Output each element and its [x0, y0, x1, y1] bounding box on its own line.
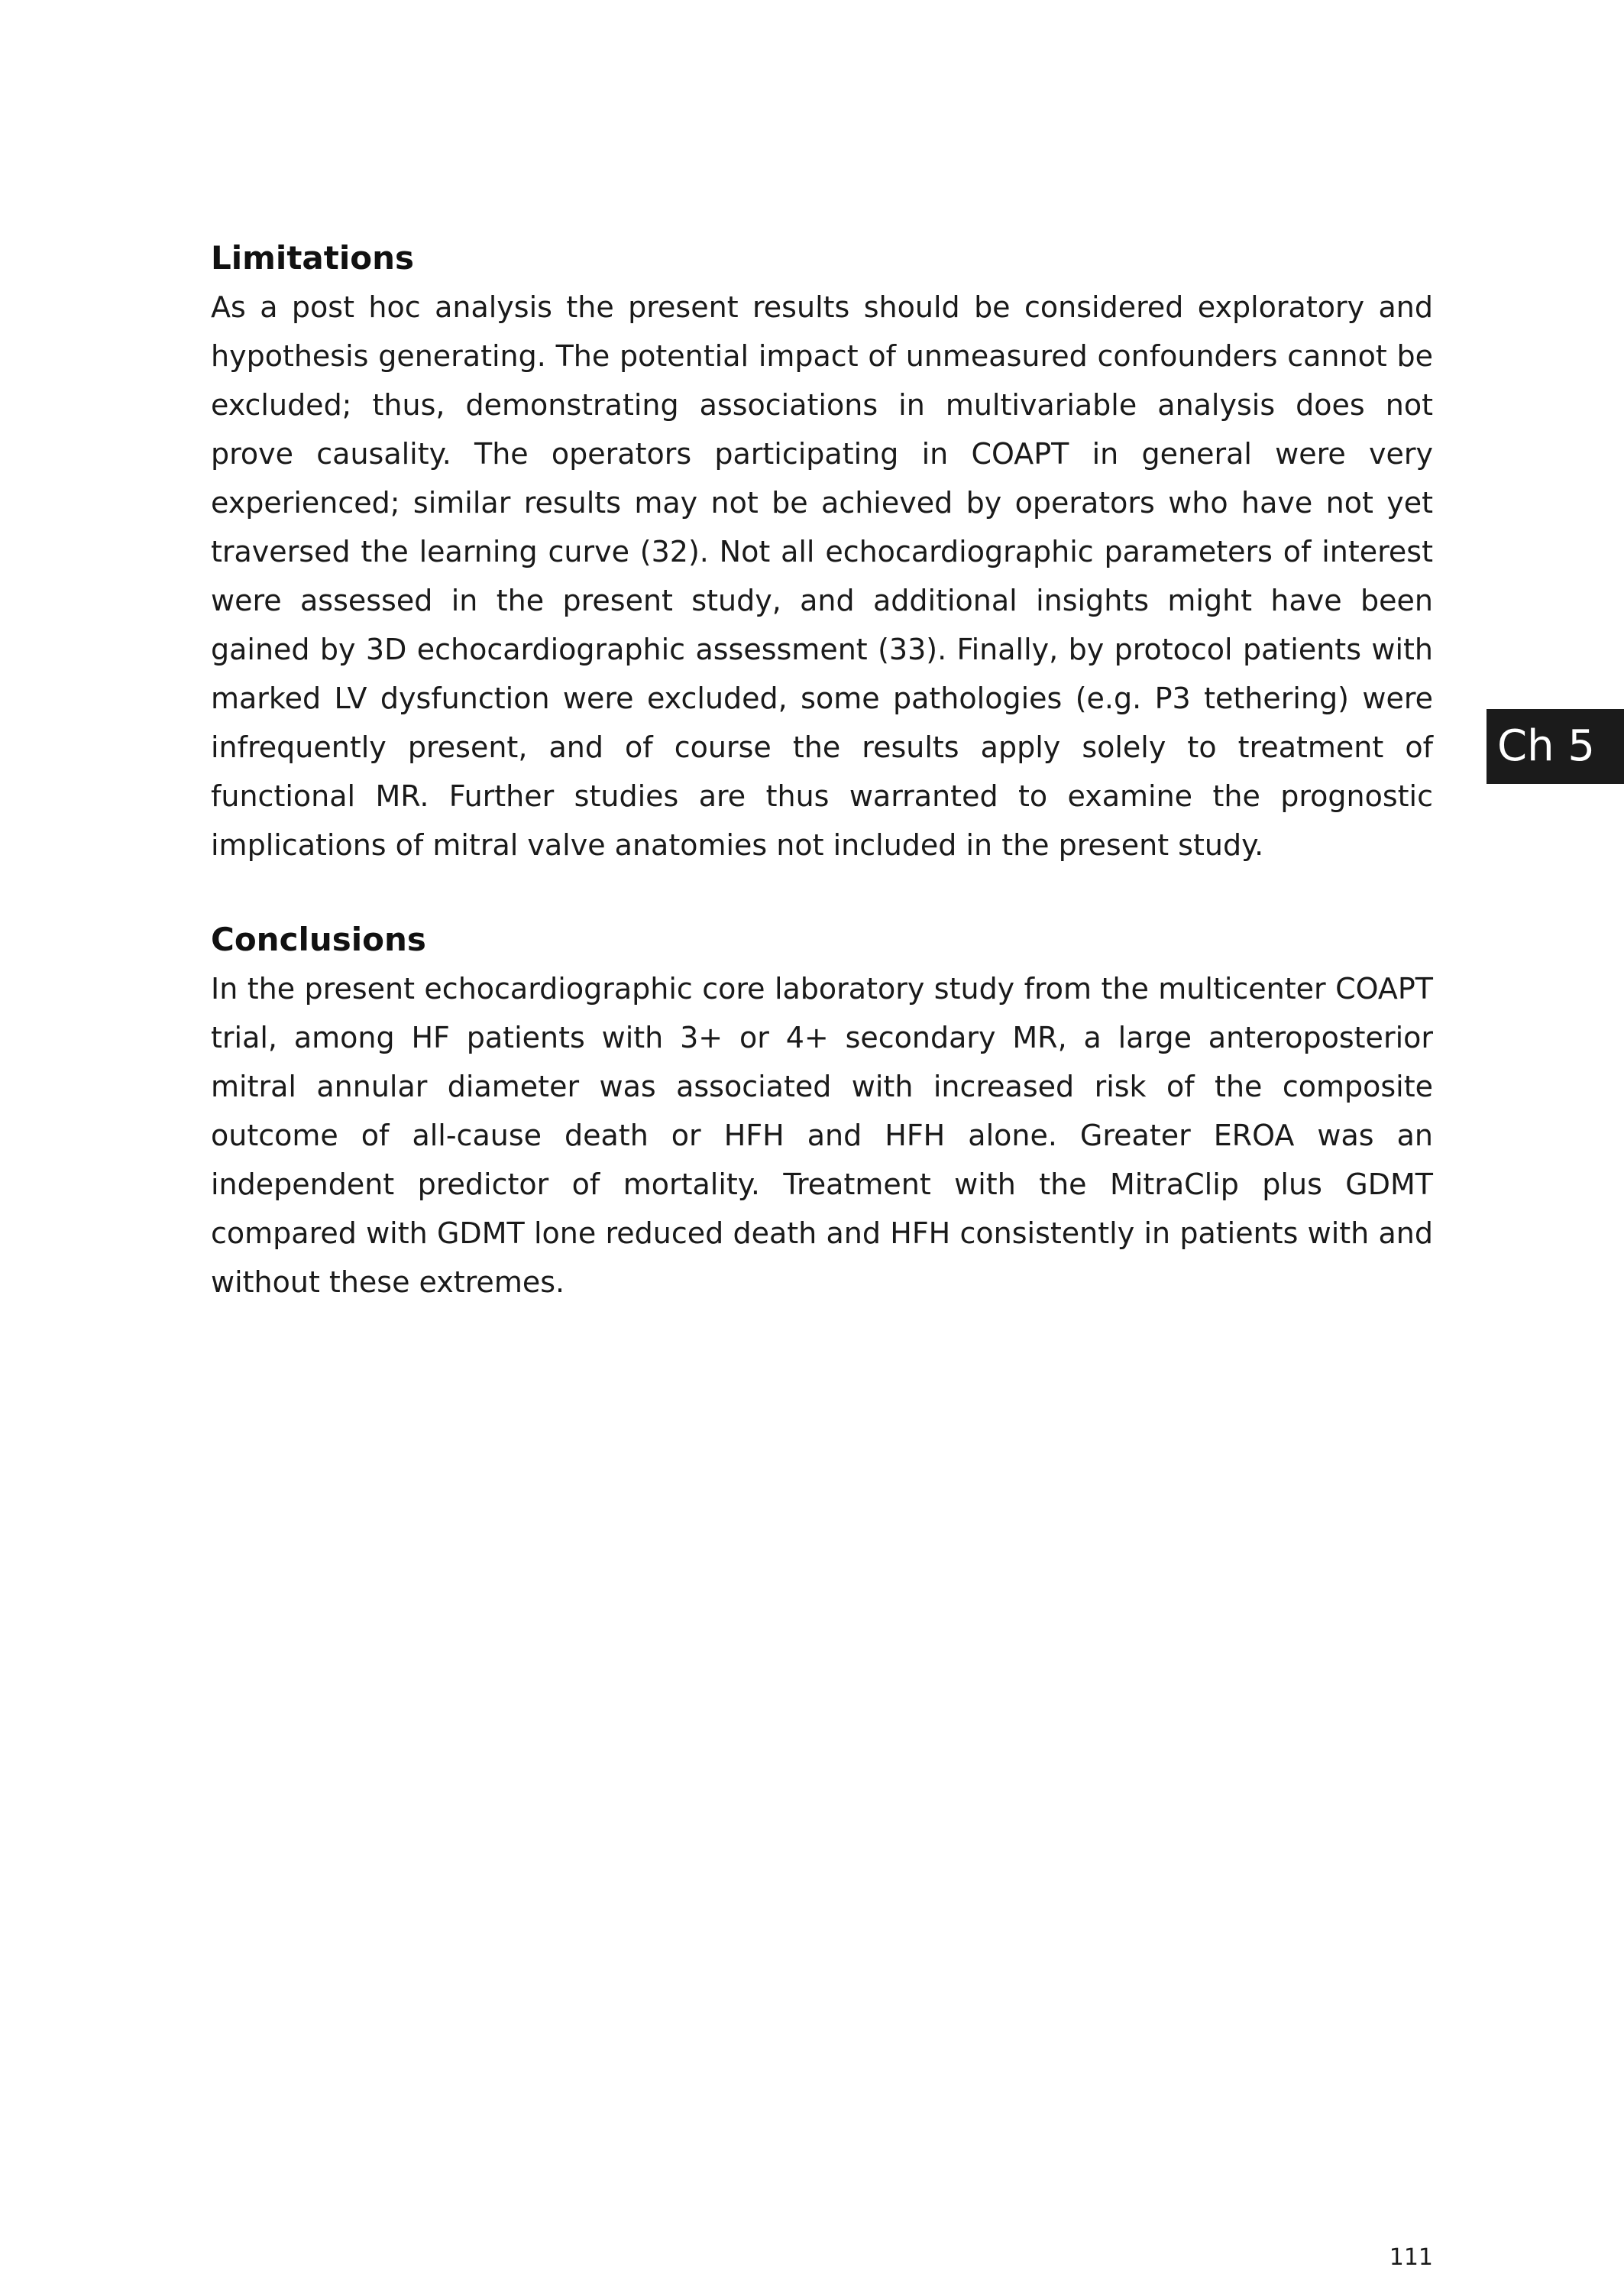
conclusions-heading: Conclusions	[211, 921, 426, 958]
page-number: 111	[1389, 2244, 1433, 2271]
limitations-heading: Limitations	[211, 239, 414, 277]
limitations-paragraph: As a post hoc analysis the present results should be considered exploratory and hypothesis generating. The potential impact of unmeasured confounders cannot be excluded; thus, demonstrating associations in multivariable analysis does not prove causality. The operators participating in COAPT in general were very experienced; similar results may not be achieved by operators who have not yet traversed the learning curve (32). Not all echocardiographic parameters of interest were assessed in the present study, and additional insights might have been gained by 3D echocardiographic assessment (33). Finally, by protocol patients with marked LV dysfunction were excluded, some pathologies (e.g. P3 tethering) were infrequently present, and of course the results apply solely to treatment of functional MR. Further studies are thus warranted to examine the prognostic implications of mitral valve anatomies not included in the present study.	[211, 290, 1433, 862]
chapter-tab: Ch 5	[1487, 709, 1624, 784]
conclusions-paragraph: In the present echocardiographic core laboratory study from the multicenter COAPT trial, among HF patients with 3+ or 4+ secondary MR, a large anteroposterior mitral annular diameter was associated with increased risk of the composite outcome of all-cause death or HFH and HFH alone. Greater EROA was an independent predictor of mortality. Treatment with the MitraClip plus GDMT compared with GDMT lone reduced death and HFH consistently in patients with and without these extremes.	[211, 972, 1433, 1299]
